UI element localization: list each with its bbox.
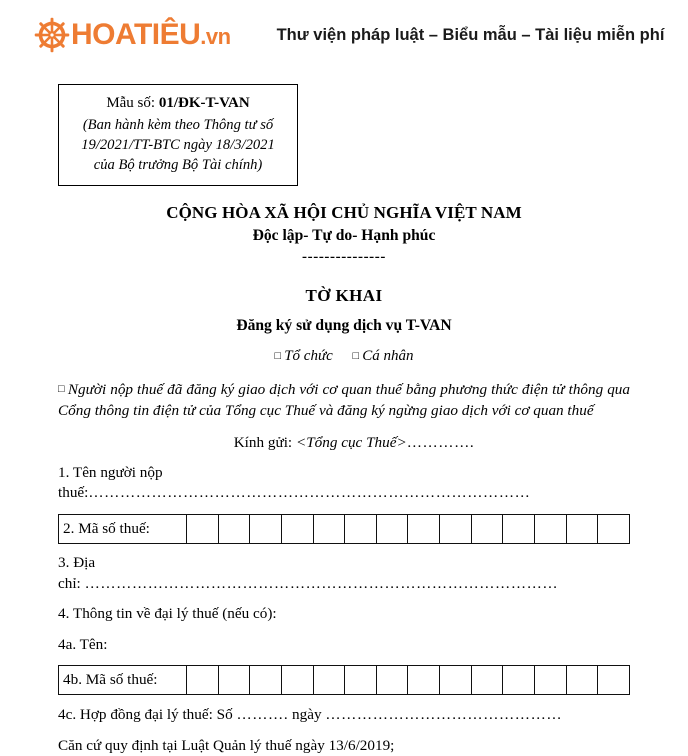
field-tax-agent-info-label: 4. Thông tin về đại lý thuế (nếu có): <box>58 605 277 623</box>
legal-basis-text: Căn cứ quy định tại Luật Quản lý thuế ngày 13/6/2019; <box>58 736 395 754</box>
agent-tax-code-cell[interactable] <box>187 666 219 694</box>
field-tax-agent-name-label: 4a. Tên: <box>58 635 108 653</box>
form-number-sub-line-3: của Bộ trưởng Bộ Tài chính) <box>93 157 263 174</box>
tax-code-cell[interactable] <box>598 515 629 543</box>
tax-code-cell[interactable] <box>472 515 504 543</box>
national-motto: Độc lập- Tự do- Hạnh phúc <box>252 226 436 244</box>
checkbox-declaration-icon[interactable]: □ <box>58 383 65 396</box>
field-tax-code-label: 2. Mã số thuế: <box>59 515 187 543</box>
agent-tax-code-cell[interactable] <box>472 666 504 694</box>
field-taxpayer-name-label: 1. Tên người nộp thuế: <box>58 464 163 502</box>
checkbox-option-ca-nhan[interactable] <box>353 348 414 364</box>
checkbox-option-to-chuc[interactable] <box>275 348 333 364</box>
agent-tax-code-cell[interactable] <box>598 666 629 694</box>
site-tagline: Thư viện pháp luật – Biểu mẫu – Tài liệu miễn phí <box>276 25 665 44</box>
declaration-text: Người nộp thuế đã đăng ký giao dịch với cơ quan thuế bằng phương thức điện tử thông qua Cổng thông tin điện tử của Tổng cục Thuế và đăng ký ngừng giao dịch với cơ quan thuế <box>58 380 630 420</box>
tax-code-cell[interactable] <box>314 515 346 543</box>
addressee-line <box>58 433 630 453</box>
checkbox-ca-nhan-icon[interactable]: □ <box>352 349 360 362</box>
form-number-box <box>58 84 298 186</box>
tax-code-cells <box>187 515 629 543</box>
declaration-paragraph <box>58 379 630 422</box>
form-number-sub-line-1: (Ban hành kèm theo Thông tư số <box>82 116 274 133</box>
agent-tax-code-cell[interactable] <box>535 666 567 694</box>
brand-tld: .vn <box>200 24 231 49</box>
field-address <box>58 553 630 595</box>
field-agent-contract-date-label: ngày <box>292 706 322 724</box>
field-address-label-line1: 3. Địa <box>58 553 96 571</box>
site-brand-logo[interactable] <box>34 17 231 53</box>
addressee-dots: …………. <box>406 433 475 451</box>
document-sheet <box>0 84 688 756</box>
tax-code-cell[interactable] <box>440 515 472 543</box>
form-number-code: 01/ĐK-T-VAN <box>158 95 250 111</box>
document-subtitle: Đăng ký sử dụng dịch vụ T-VAN <box>236 317 452 335</box>
checkbox-option-ca-nhan-label: Cá nhân <box>362 348 414 364</box>
national-heading <box>58 202 630 268</box>
ship-wheel-icon <box>34 17 70 53</box>
site-brand-text <box>71 20 231 50</box>
brand-name: HOATIÊU <box>71 18 201 51</box>
agent-tax-code-cell[interactable] <box>440 666 472 694</box>
tax-code-cell[interactable] <box>408 515 440 543</box>
site-header <box>0 0 688 70</box>
tax-code-cell[interactable] <box>250 515 282 543</box>
field-agent-contract-date-input[interactable]: ……………………………………… <box>325 706 563 724</box>
field-agent-contract-label: 4c. Hợp đồng đại lý thuế: Số <box>58 706 233 724</box>
field-agent-tax-code-grid <box>58 665 630 695</box>
addressee-target: <Tổng cục Thuế> <box>295 433 407 451</box>
field-address-input[interactable]: ……………………………………………………………………………… <box>84 575 559 593</box>
field-agent-tax-code-label: 4b. Mã số thuế: <box>59 666 187 694</box>
tax-code-cell[interactable] <box>503 515 535 543</box>
field-taxpayer-name-input[interactable]: ………………………………………………………………………… <box>88 484 531 502</box>
agent-tax-code-cell[interactable] <box>345 666 377 694</box>
checkbox-to-chuc-icon[interactable]: □ <box>274 349 282 362</box>
agent-tax-code-cell[interactable] <box>219 666 251 694</box>
declarant-type-options <box>58 347 630 367</box>
agent-tax-code-cell[interactable] <box>503 666 535 694</box>
field-address-line2 <box>58 574 630 594</box>
form-number-sub <box>65 115 291 175</box>
tax-code-cell[interactable] <box>535 515 567 543</box>
agent-tax-code-cell[interactable] <box>250 666 282 694</box>
country-name: CỘNG HÒA XÃ HỘI CHỦ NGHĨA VIỆT NAM <box>166 203 522 223</box>
form-number-sub-line-2: 19/2021/TT-BTC ngày 18/3/2021 <box>81 136 275 153</box>
agent-tax-code-cell[interactable] <box>314 666 346 694</box>
form-number-line <box>65 94 291 114</box>
field-taxpayer-name <box>58 463 630 504</box>
field-tax-code-grid <box>58 514 630 544</box>
tax-code-cell[interactable] <box>187 515 219 543</box>
agent-tax-code-cell[interactable] <box>377 666 409 694</box>
tax-code-cell[interactable] <box>377 515 409 543</box>
heading-divider: --------------- <box>302 249 386 266</box>
agent-tax-code-cell[interactable] <box>567 666 599 694</box>
addressee-prefix: Kính gửi: <box>233 433 293 451</box>
tax-code-cell[interactable] <box>219 515 251 543</box>
agent-tax-code-cell[interactable] <box>408 666 440 694</box>
tax-code-cell[interactable] <box>282 515 314 543</box>
agent-tax-code-cell[interactable] <box>282 666 314 694</box>
field-agent-contract-number-input[interactable]: ………. <box>236 706 289 724</box>
form-number-label: Mẫu số: <box>106 95 156 111</box>
field-address-label-line2: chỉ: <box>58 575 81 593</box>
tax-code-cell[interactable] <box>345 515 377 543</box>
field-agent-contract <box>58 705 630 725</box>
tax-code-cell[interactable] <box>567 515 599 543</box>
checkbox-option-to-chuc-label: Tổ chức <box>284 348 333 364</box>
document-title: TỜ KHAI <box>305 285 383 305</box>
agent-tax-code-cells <box>187 666 629 694</box>
